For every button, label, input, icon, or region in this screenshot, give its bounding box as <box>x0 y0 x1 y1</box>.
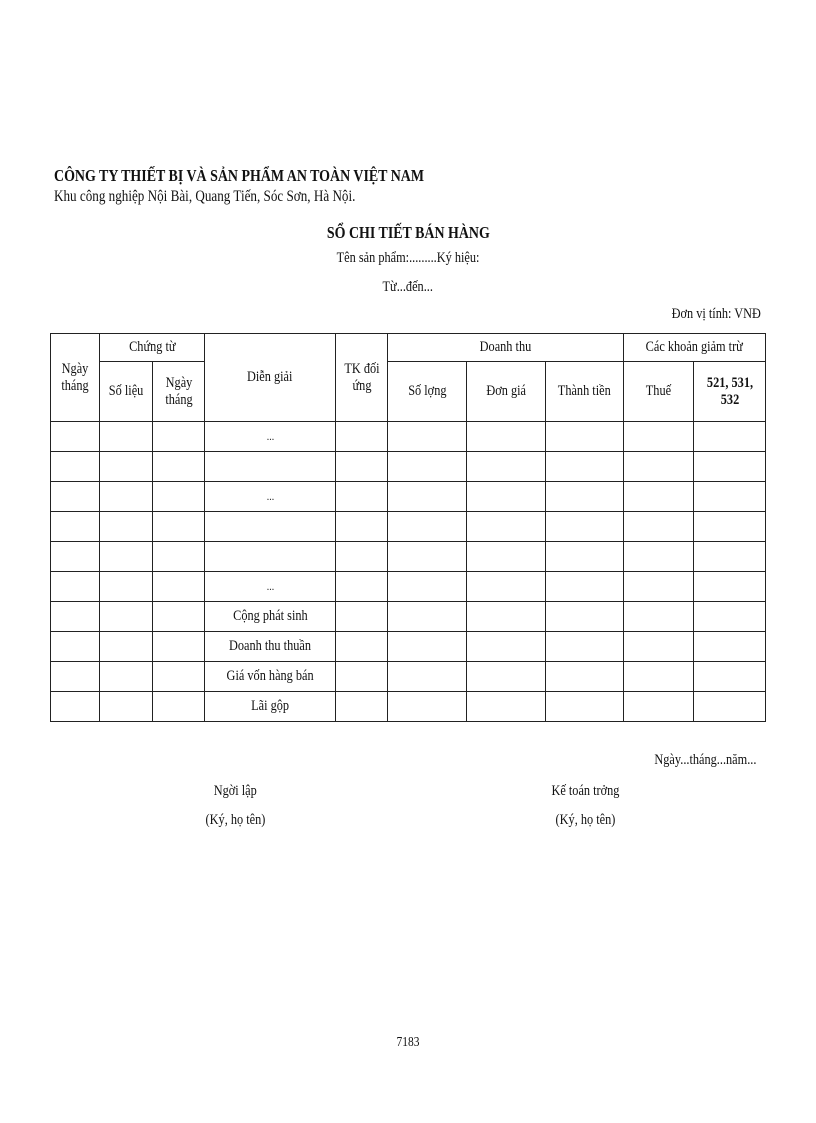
table-cell <box>336 512 388 542</box>
table-cell <box>388 632 467 662</box>
row-description: ... <box>205 572 336 602</box>
table-cell <box>336 542 388 572</box>
chief-accountant-signature-note: (Ký, họ tên) <box>555 812 615 828</box>
header-date: Ngày tháng <box>51 334 100 422</box>
table-cell <box>467 512 546 542</box>
table-cell <box>388 692 467 722</box>
table-cell <box>51 662 100 692</box>
header-unit-price: Đơn giá <box>467 362 546 422</box>
table-cell <box>153 542 205 572</box>
table-cell <box>546 632 624 662</box>
table-cell <box>467 542 546 572</box>
table-cell <box>51 632 100 662</box>
company-address: Khu công nghiệp Nội Bài, Quang Tiến, Sóc Sơn, Hà Nội. <box>54 188 356 205</box>
table-row <box>51 512 766 542</box>
table-cell <box>467 602 546 632</box>
table-cell <box>467 572 546 602</box>
table-cell <box>100 452 153 482</box>
header-amount: Thành tiền <box>546 362 624 422</box>
header-quantity: Số lợng <box>388 362 467 422</box>
table-row <box>51 452 766 482</box>
table-cell <box>624 692 694 722</box>
table-row <box>51 662 766 692</box>
table-cell <box>153 692 205 722</box>
table-cell <box>694 632 766 662</box>
table-cell <box>100 482 153 512</box>
table-cell <box>100 542 153 572</box>
row-description: ... <box>205 482 336 512</box>
table-cell <box>51 452 100 482</box>
table-cell <box>624 482 694 512</box>
table-cell <box>153 572 205 602</box>
table-cell <box>153 482 205 512</box>
table-cell <box>336 602 388 632</box>
currency-unit: Đơn vị tính: VNĐ <box>671 306 761 322</box>
page-number: 7183 <box>396 1035 420 1050</box>
table-cell <box>624 452 694 482</box>
table-row <box>51 542 766 572</box>
table-cell <box>153 602 205 632</box>
table-cell <box>624 632 694 662</box>
table-cell <box>51 422 100 452</box>
table-cell <box>694 602 766 632</box>
table-cell <box>100 422 153 452</box>
product-line: Tên sản phẩm:.........Ký hiệu: <box>336 250 480 266</box>
header-revenue-group: Doanh thu <box>388 334 624 362</box>
table-cell <box>388 512 467 542</box>
header-counter-account: TK đối ứng <box>336 334 388 422</box>
table-row <box>51 482 766 512</box>
table-cell <box>51 602 100 632</box>
table-cell <box>624 602 694 632</box>
table-cell <box>694 692 766 722</box>
table-cell <box>388 602 467 632</box>
table-cell <box>336 452 388 482</box>
table-row <box>51 422 766 452</box>
table-cell <box>388 422 467 452</box>
table-cell <box>546 602 624 632</box>
header-description: Diễn giải <box>205 334 336 422</box>
table-cell <box>546 512 624 542</box>
row-description <box>205 512 336 542</box>
table-cell <box>546 572 624 602</box>
sales-ledger-table <box>50 333 766 722</box>
table-cell <box>51 512 100 542</box>
preparer-label: Ngời lập <box>213 783 257 799</box>
table-cell <box>388 572 467 602</box>
table-cell <box>546 482 624 512</box>
table-cell <box>467 662 546 692</box>
table-cell <box>153 512 205 542</box>
table-cell <box>546 422 624 452</box>
table-cell <box>51 542 100 572</box>
header-voucher-group: Chứng từ <box>100 334 205 362</box>
table-cell <box>388 542 467 572</box>
table-cell <box>100 512 153 542</box>
table-cell <box>336 662 388 692</box>
document-title: SỔ CHI TIẾT BÁN HÀNG <box>326 223 490 242</box>
table-cell <box>336 632 388 662</box>
table-cell <box>546 542 624 572</box>
table-cell <box>100 662 153 692</box>
table-cell <box>100 572 153 602</box>
header-voucher-number: Số liệu <box>100 362 153 422</box>
chief-accountant-label: Kế toán trởng <box>550 783 619 799</box>
table-cell <box>624 422 694 452</box>
table-cell <box>51 572 100 602</box>
row-description: Doanh thu thuần <box>205 632 336 662</box>
row-description: Cộng phát sinh <box>205 602 336 632</box>
row-description: Lãi gộp <box>205 692 336 722</box>
preparer-signature-note: (Ký, họ tên) <box>205 812 265 828</box>
table-cell <box>624 542 694 572</box>
table-cell <box>336 422 388 452</box>
table-cell <box>388 662 467 692</box>
table-cell <box>100 602 153 632</box>
table-cell <box>336 692 388 722</box>
row-description: Giá vốn hàng bán <box>205 662 336 692</box>
table-cell <box>467 482 546 512</box>
header-accounts-521-531-532: 521, 531, 532 <box>694 362 766 422</box>
header-tax: Thuế <box>624 362 694 422</box>
table-cell <box>694 482 766 512</box>
company-name: CÔNG TY THIẾT BỊ VÀ SẢN PHẨM AN TOÀN VIỆT NAM <box>54 166 425 185</box>
table-cell <box>546 452 624 482</box>
table-cell <box>153 632 205 662</box>
table-cell <box>336 572 388 602</box>
table-cell <box>100 692 153 722</box>
table-cell <box>694 512 766 542</box>
table-cell <box>624 512 694 542</box>
header-deductions-group: Các khoản giảm trừ <box>624 334 766 362</box>
table-cell <box>388 452 467 482</box>
table-cell <box>153 422 205 452</box>
table-row <box>51 602 766 632</box>
date-line: Ngày...tháng...năm... <box>653 752 756 768</box>
table-cell <box>546 692 624 722</box>
table-cell <box>467 632 546 662</box>
table-cell <box>467 422 546 452</box>
table-cell <box>546 662 624 692</box>
header-voucher-date: Ngày tháng <box>153 362 205 422</box>
table-cell <box>467 692 546 722</box>
table-cell <box>694 572 766 602</box>
table-cell <box>336 482 388 512</box>
table-cell <box>694 452 766 482</box>
table-cell <box>51 482 100 512</box>
table-cell <box>467 452 546 482</box>
table-row <box>51 572 766 602</box>
table-cell <box>388 482 467 512</box>
table-row <box>51 632 766 662</box>
table-cell <box>100 632 153 662</box>
table-cell <box>694 542 766 572</box>
table-cell <box>153 662 205 692</box>
table-row <box>51 692 766 722</box>
row-description <box>205 452 336 482</box>
table-cell <box>624 572 694 602</box>
period-line: Từ...đến... <box>382 279 434 295</box>
table-cell <box>694 662 766 692</box>
row-description <box>205 542 336 572</box>
table-cell <box>51 692 100 722</box>
table-cell <box>153 452 205 482</box>
table-cell <box>694 422 766 452</box>
row-description: ... <box>205 422 336 452</box>
table-cell <box>624 662 694 692</box>
